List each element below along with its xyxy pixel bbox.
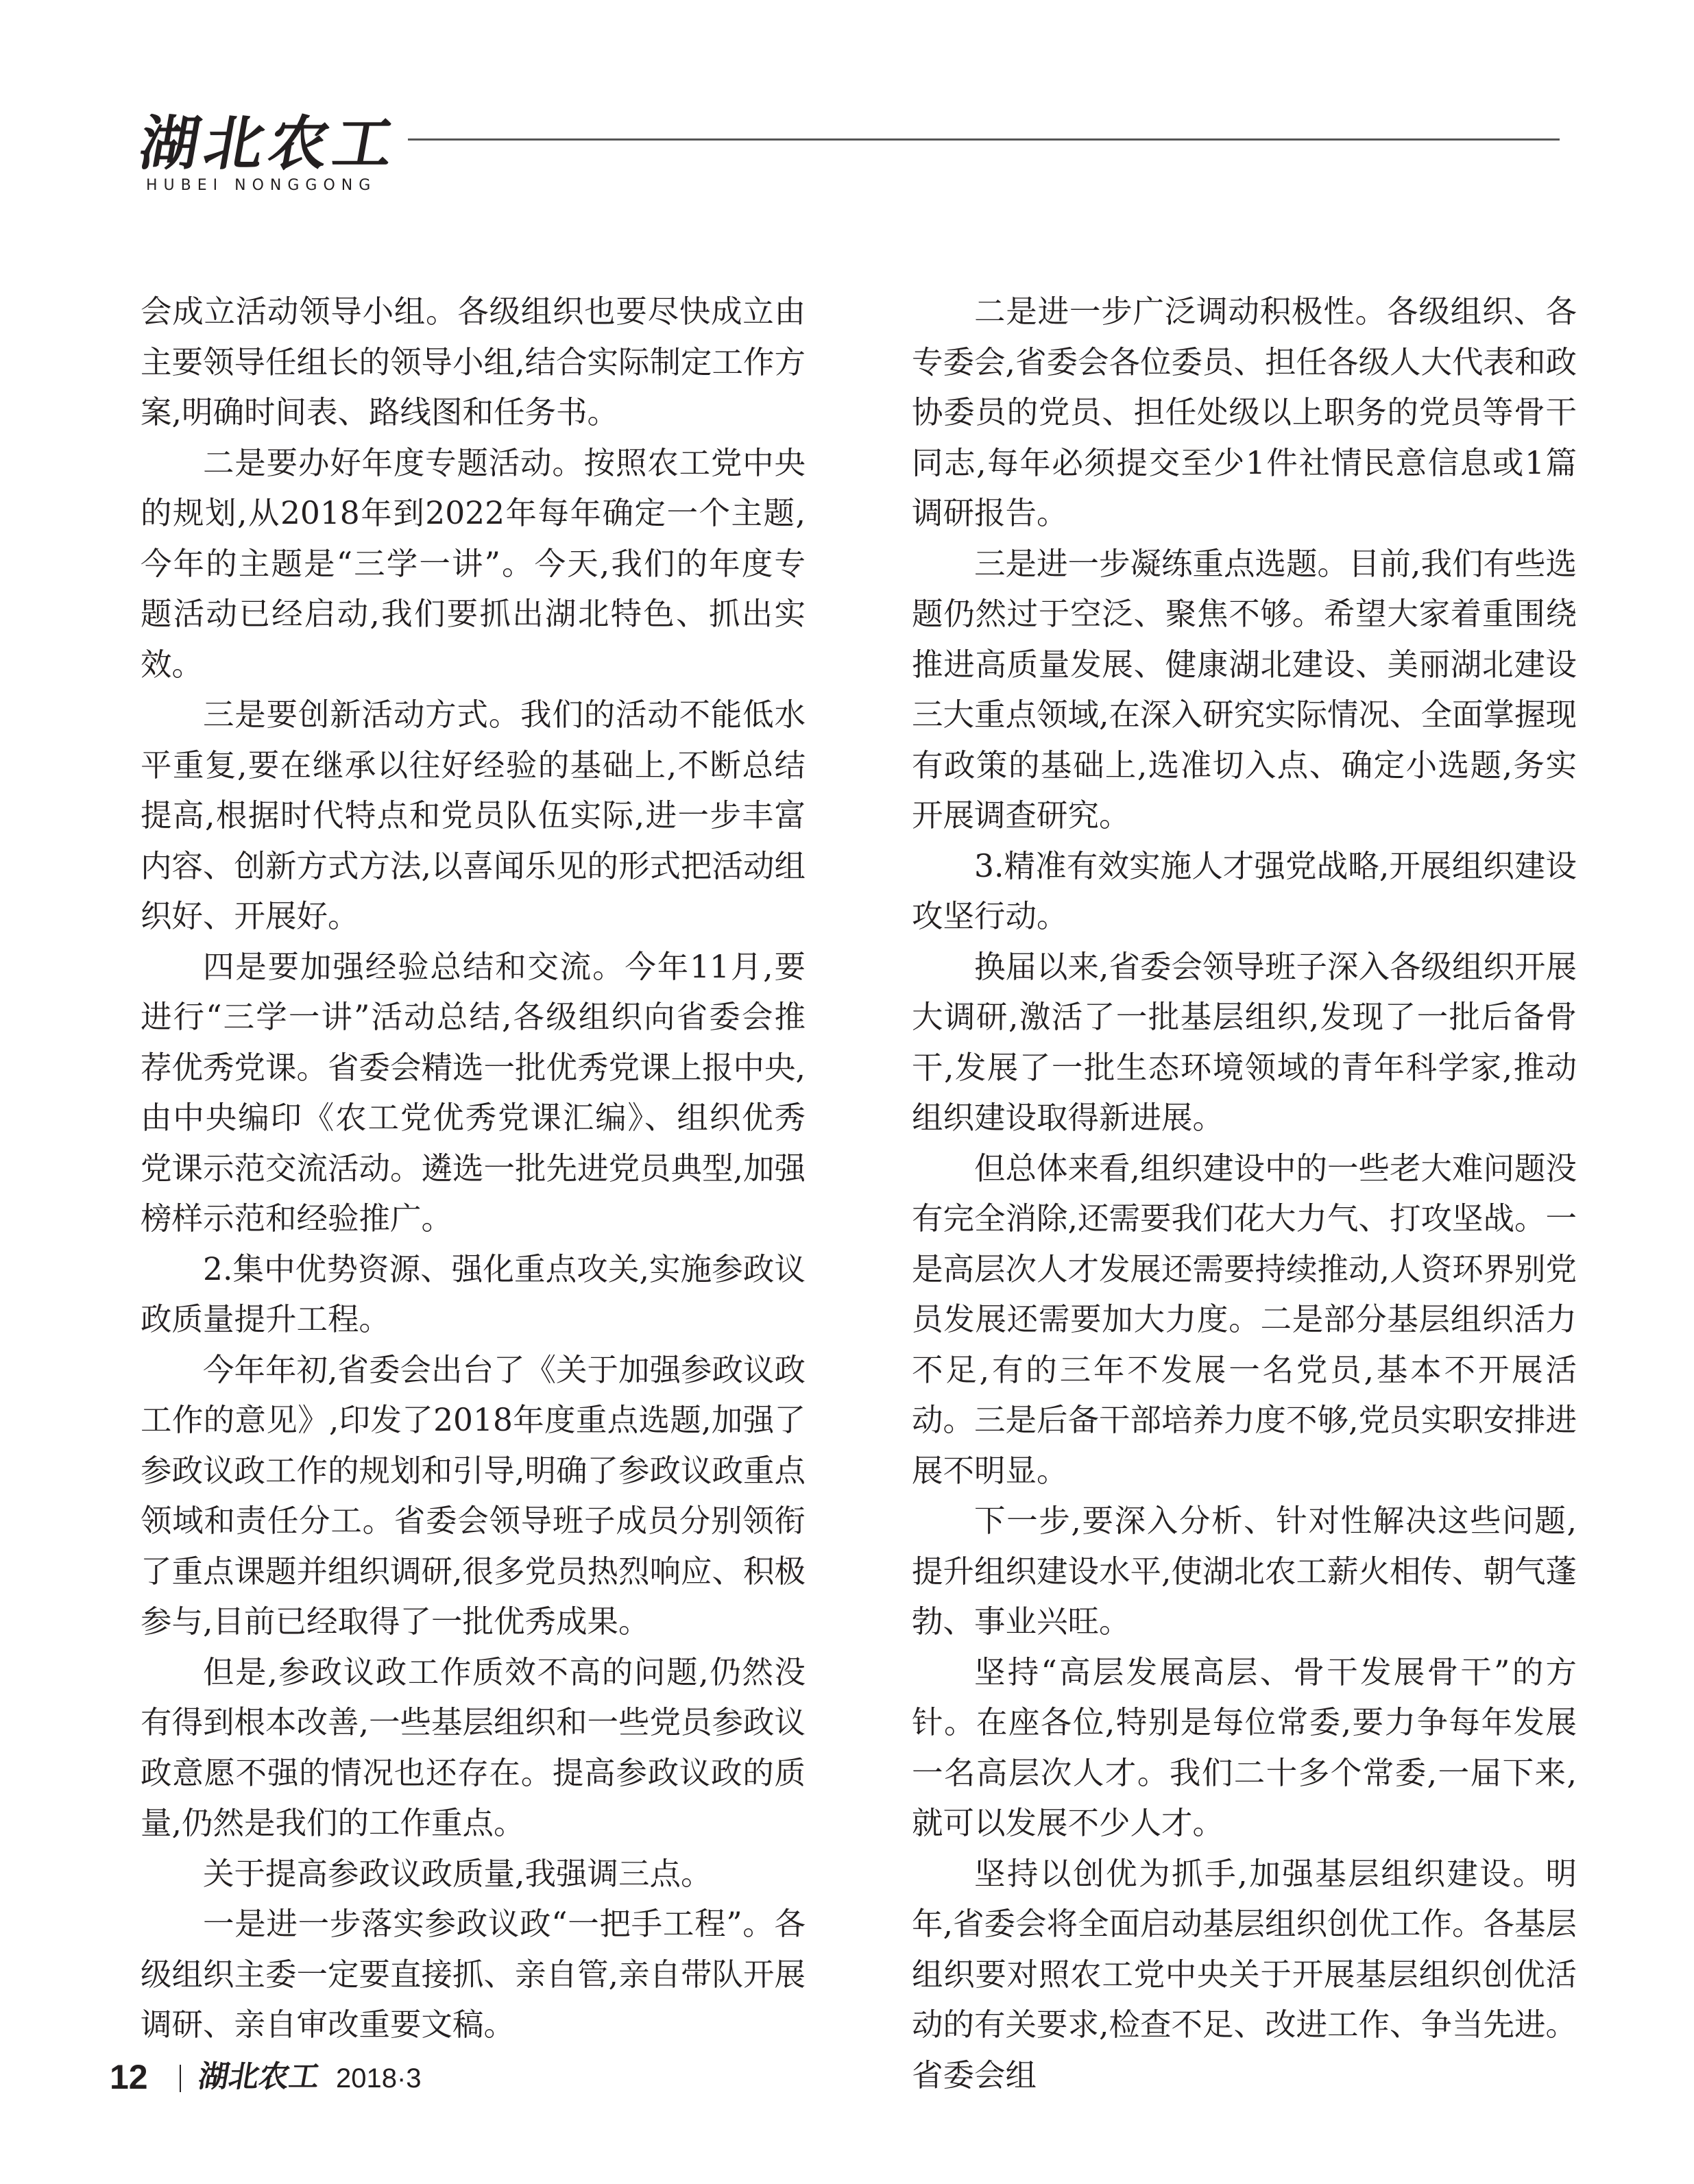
body-paragraph: 3.精准有效实施人才强党战略,开展组织建设攻坚行动。 <box>912 847 1577 934</box>
body-paragraph: 但是,参政议政工作质效不高的问题,仍然没有得到根本改善,一些基层组织和一些党员参政议政意愿不强的情况也还存在。提高参政议政的质量,仍然是我们的工作重点。 <box>141 1653 806 1841</box>
footer-magazine-title: 湖北农工 <box>195 2059 323 2094</box>
body-paragraph: 三是进一步凝练重点选题。目前,我们有些选题仍然过于空泛、聚焦不够。希望大家着重围绕推进高质量发展、健康湖北建设、美丽湖北建设三大重点领域,在深入研究实际情况、全面掌握现有政策的基础上,选准切入点、确定小选题,务实开展调查研究。 <box>912 545 1577 834</box>
body-paragraph: 坚持以创优为抓手,加强基层组织建设。明年,省委会将全面启动基层组织创优工作。各基层组织要对照农工党中央关于开展基层组织创优活动的有关要求,检查不足、改进工作、争当先进。省委会组 <box>912 1855 1577 2094</box>
left-column <box>141 287 806 2050</box>
body-paragraph: 会成立活动领导小组。各级组织也要尽快成立由主要领导任组长的领导小组,结合实际制定工作方案,明确时间表、路线图和任务书。 <box>141 293 806 430</box>
body-paragraph: 但总体来看,组织建设中的一些老大难问题没有完全消除,还需要我们花大力气、打攻坚战。一是高层次人才发展还需要持续推动,人资环界别党员发展还需要加大力度。二是部分基层组织活力不足,有的三年不发展一名党员,基本不开展活动。三是后备干部培养力度不够,党员实职安排进展不明显。 <box>912 1150 1577 1489</box>
body-paragraph: 三是要创新活动方式。我们的活动不能低水平重复,要在继承以往好经验的基础上,不断总结提高,根据时代特点和党员队伍实际,进一步丰富内容、创新方式方法,以喜闻乐见的形式把活动组织好、开展好。 <box>141 696 806 934</box>
body-paragraph: 关于提高参政议政质量,我强调三点。 <box>203 1855 712 1892</box>
body-paragraph: 一是进一步落实参政议政“一把手工程”。各级组织主委一定要直接抓、亲自管,亲自带队开展调研、亲自审改重要文稿。 <box>141 1906 806 2043</box>
masthead <box>134 109 1560 199</box>
body-paragraph: 二是要办好年度专题活动。按照农工党中央的规划,从2018年到2022年每年确定一个主题,今年的主题是“三学一讲”。今天,我们的年度专题活动已经启动,我们要抓出湖北特色、抓出实效。 <box>141 444 806 683</box>
body-paragraph: 四是要加强经验总结和交流。今年11月,要进行“三学一讲”活动总结,各级组织向省委会推荐优秀党课。省委会精选一批优秀党课上报中央,由中央编印《农工党优秀党课汇编》、组织优秀党课示范交流活动。遴选一批先进党员典型,加强榜样示范和经验推广。 <box>141 948 806 1237</box>
magazine-logo-english: HUBEI NONGGONG <box>146 177 377 194</box>
body-paragraph: 今年年初,省委会出台了《关于加强参政议政工作的意见》,印发了2018年度重点选题,加强了参政议政工作的规划和引导,明确了参政议政重点领域和责任分工。省委会领导班子成员分别领衔了重点课题并组织调研,很多党员热烈响应、积极参与,目前已经取得了一批优秀成果。 <box>141 1351 806 1640</box>
header-rule <box>408 138 1560 141</box>
right-column <box>912 287 1577 2100</box>
body-paragraph: 坚持“高层发展高层、骨干发展骨干”的方针。在座各位,特别是每位常委,要力争每年发展一名高层次人才。我们二十多个常委,一届下来,就可以发展不少人才。 <box>912 1653 1577 1841</box>
page-number: 12 <box>110 2058 148 2096</box>
body-paragraph: 换届以来,省委会领导班子深入各级组织开展大调研,激活了一批基层组织,发现了一批后备骨干,发展了一批生态环境领域的青年科学家,推动组织建设取得新进展。 <box>912 948 1577 1136</box>
magazine-logo: 湖北农工 <box>134 109 404 178</box>
body-paragraph: 下一步,要深入分析、针对性解决这些问题,提升组织建设水平,使湖北农工薪火相传、朝气蓬勃、事业兴旺。 <box>912 1503 1577 1640</box>
footer-divider <box>180 2065 181 2092</box>
body-paragraph: 2.集中优势资源、强化重点攻关,实施参政议政质量提升工程。 <box>141 1250 806 1337</box>
body-paragraph: 二是进一步广泛调动积极性。各级组织、各专委会,省委会各位委员、担任各级人大代表和政协委员的党员、担任处级以上职务的党员等骨干同志,每年必须提交至少1件社情民意信息或1篇调研报告。 <box>912 293 1577 531</box>
issue-label: 2018·3 <box>336 2063 422 2094</box>
